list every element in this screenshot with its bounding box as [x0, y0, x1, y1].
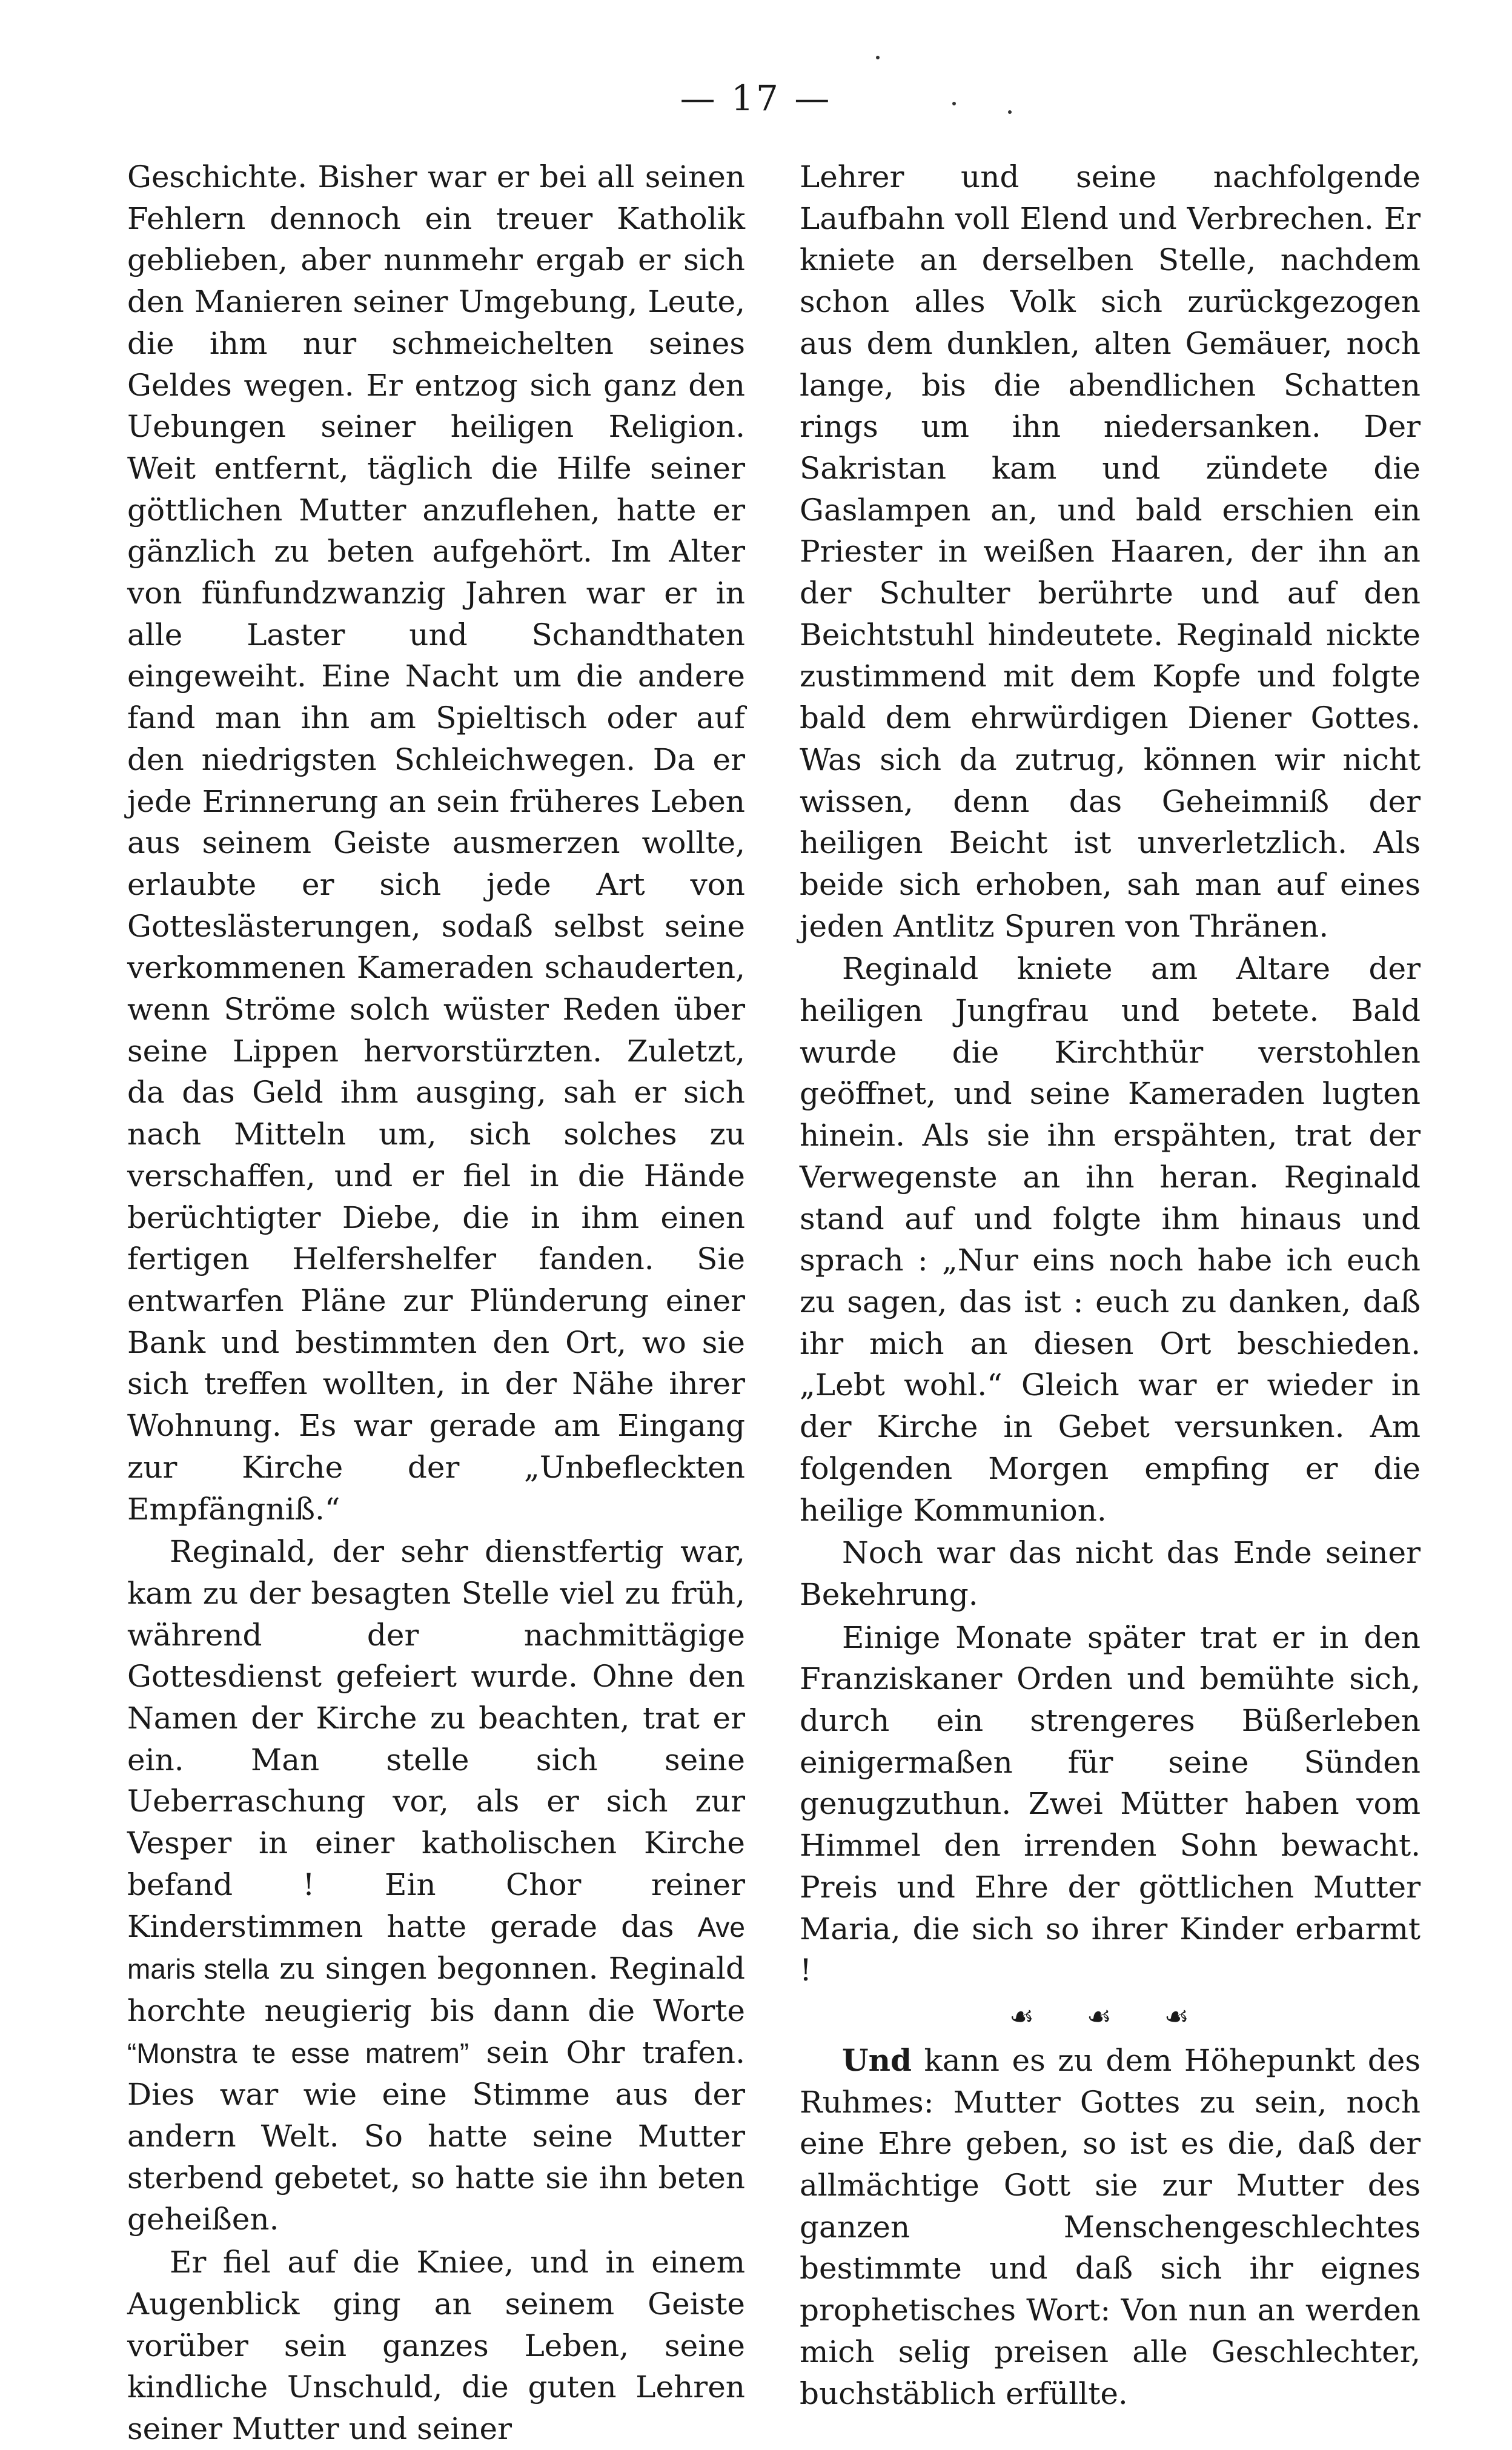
- right-paragraph-3: Noch war das nicht das Ende seiner Bekehrung.: [800, 1535, 1421, 1612]
- left-paragraph-2: [127, 1531, 745, 2240]
- right-paragraph-1: Lehrer und seine nachfolgende Laufbahn voll Elend und Verbrechen. Er kniete an derselben Stelle, nachdem schon alles Volk sich zurückgezogen aus dem dunklen, alten Gemäuer, noch lange, bis die abendlichen Schatten rings um ihn niedersanken. Der Sakristan kam und zündete die Gaslampen an, und bald erschien ein Priester in weißen Haaren, der ihn an der Schulter berührte und auf den Beichtstuhl hindeutete. Reginald nickte zustimmend mit dem Kopfe und folgte bald dem ehrwürdigen Diener Gottes. Was sich da zutrug, können wir nicht wissen, denn das Geheimniß der heiligen Beicht ist unverletzlich. Als beide sich erhoben, sah man auf eines jeden Antlitz Spuren von Thränen.: [800, 159, 1421, 944]
- paragraph-initial-word: Und: [842, 2042, 912, 2078]
- left-paragraph-2-text-c: sein Ohr trafen. Dies war wie eine Stimme aus der andern Welt. So hatte seine Mutter sterbend gebetet, so hatte sie ihn beten geheißen.: [127, 2034, 745, 2237]
- right-paragraph-5: [800, 2040, 1421, 2414]
- print-speck: [876, 56, 880, 59]
- left-paragraph-2-text-b: zu singen begonnen. Reginald horchte neugierig bis dann die Worte: [127, 1951, 745, 2028]
- left-paragraph-2-text-a: Reginald, der sehr dienstfertig war, kam zu der besagten Stelle viel zu früh, während der nachmittägige Gottesdienst gefeiert wurde. Ohne den Namen der Kirche zu beachten, trat er ein. Man stelle sich seine Ueberraschung vor, als er sich zur Vesper in einer katholischen Kirche befand ! Ein Chor reiner Kinderstimmen hatte gerade das: [127, 1534, 745, 1944]
- section-ornament: ☙ ☙ ☙: [1009, 1999, 1211, 2033]
- print-speck: [1008, 110, 1012, 114]
- right-paragraph-5-text: kann es zu dem Höhepunkt des Ruhmes: Mutter Gottes zu sein, noch eine Ehre geben, so ist es die, daß der allmächtige Gott sie zur Mutter des ganzen Menschengeschlechtes bestimmte und daß sich ihr eignes prophetisches Wort: Von nun an werden mich selig preisen alle Geschlechter, buchstäblich erfüllte.: [800, 2042, 1421, 2411]
- left-column: [127, 156, 745, 2450]
- left-paragraph-1: Geschichte. Bisher war er bei all seinen Fehlern dennoch ein treuer Katholik geblieben, aber nunmehr ergab er sich den Manieren seiner Umgebung, Leute, die ihm nur schmeichelten seines Geldes wegen. Er entzog sich ganz den Uebungen seiner heiligen Religion. Weit entfernt, täglich die Hilfe seiner göttlichen Mutter anzuflehen, hatte er gänzlich zu beten aufgehört. Im Alter von fünfundzwanzig Jahren war er in alle Laster und Schandthaten eingeweiht. Eine Nacht um die andere fand man ihn am Spieltisch oder auf den niedrigsten Schleichwegen. Da er jede Erinnerung an sein früheres Leben aus seinem Geiste ausmerzen wollte, erlaubte er sich jede Art von Gotteslästerungen, sodaß selbst seine verkommenen Kameraden schauderten, wenn Ströme solch wüster Reden über seine Lippen hervorstürzten. Zuletzt, da das Geld ihm ausging, sah er sich nach Mitteln um, sich solches zu verschaffen, und er fiel in die Hände berüchtigter Diebe, die in ihm einen fertigen Helfershelfer fanden. Sie entwarfen Pläne zur Plünderung einer Bank und bestimmten den Ort, wo sie sich treffen wollten, in der Nähe ihrer Wohnung. Es war gerade am Eingang zur Kirche der „Unbefleckten Empfängniß.“: [127, 159, 745, 1527]
- latin-quote: “Monstra te esse matrem”: [127, 2037, 469, 2069]
- right-paragraph-2: Reginald kniete am Altare der heiligen Jungfrau und betete. Bald wurde die Kirchthür verstohlen geöffnet, und seine Kameraden lugten hinein. Als sie ihn erspähten, trat der Verwegenste an ihn heran. Reginald stand auf und folgte ihm hinaus und sprach : „Nur eins noch habe ich euch zu sagen, das ist : euch zu danken, daß ihr mich an diesen Ort beschieden. „Lebt wohl.“ Gleich war er wieder in der Kirche in Gebet versunken. Am folgenden Morgen empfing er die heilige Kommunion.: [800, 951, 1421, 1528]
- right-paragraph-4: Einige Monate später trat er in den Franziskaner Orden und bemühte sich, durch ein strengeres Büßerleben einigermaßen für seine Sünden genugzuthun. Zwei Mütter haben vom Himmel den irrenden Sohn bewacht. Preis und Ehre der göttlichen Mutter Maria, die sich so ihrer Kinder erbarmt !: [800, 1619, 1421, 1988]
- left-paragraph-3: Er fiel auf die Kniee, und in einem Augenblick ging an seinem Geiste vorüber sein ganzes Leben, seine kindliche Unschuld, die guten Lehren seiner Mutter und seiner: [127, 2245, 745, 2446]
- print-speck: [952, 102, 956, 105]
- latin-hymn-title: Ave maris stella: [127, 1911, 745, 1985]
- page-number: — 17 —: [680, 78, 832, 119]
- right-column: [800, 156, 1421, 2414]
